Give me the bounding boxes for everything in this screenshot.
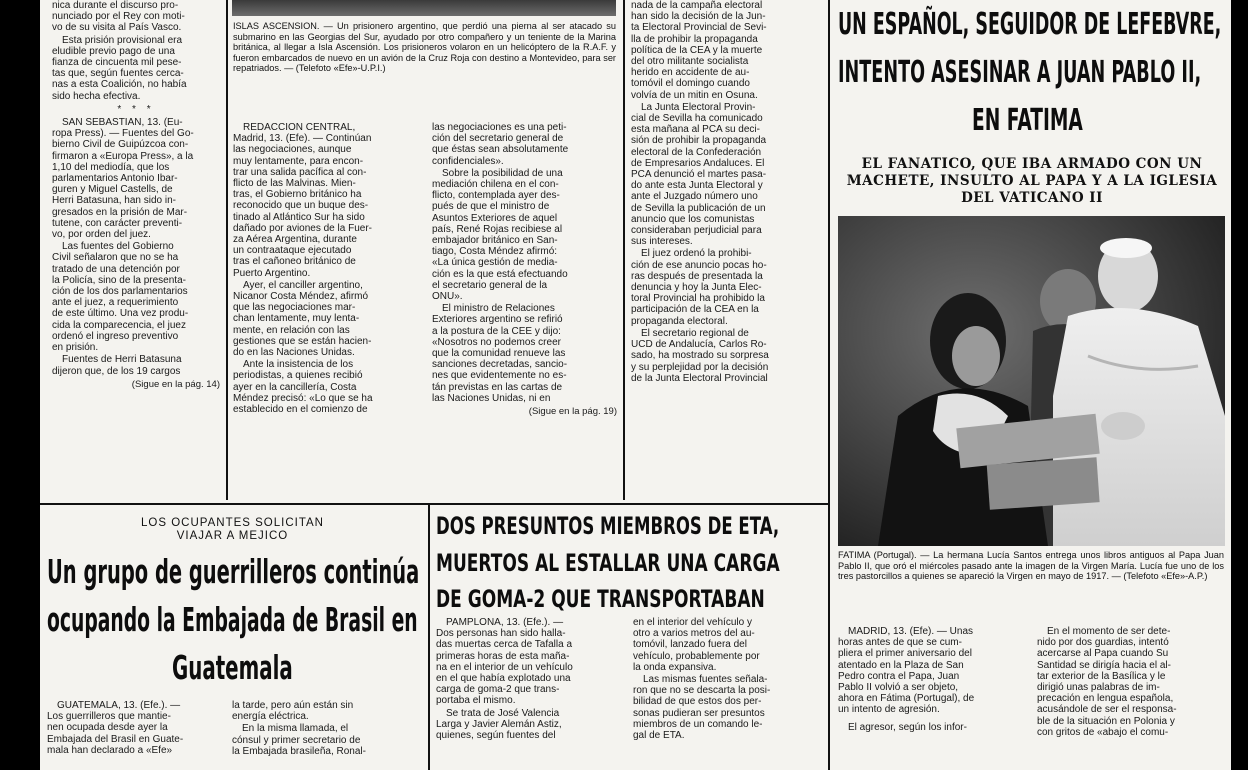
article-column-herri-batasuna — [52, 0, 220, 500]
column-rule — [428, 505, 430, 770]
paragraph: El juez ordenó la prohibi- ción de ese anuncio pocas ho- ras después de presentada la denuncia y hoy la Junta Elec- toral Provincial ha prohibido la participación de la CEA en la propaganda electoral. — [631, 248, 767, 327]
article-column-pope-1 — [838, 626, 1024, 770]
photo-islas-ascension — [232, 0, 616, 16]
paragraph: MADRID, 13. (Efe). — Unas horas antes de que se cum- pliera el primer aniversario del atentado en la Plaza de San Pedro contra el Papa, Juan Pablo II volvió a ser objeto, ahora en Fátima (Portugal), de un intento de agresión. — [838, 626, 975, 716]
subhead-pope-line2: MACHETE, INSULTO AL PAPA Y A LA IGLESIA — [846, 173, 1218, 189]
paragraph: Ayer, el canciller argentino, Nicanor Costa Méndez, afirmó que las negociaciones mar- chan lentamente, muy lenta- mente, en relación con las gestiones que se están hacien- do en las Naciones Unidas. — [233, 279, 372, 359]
headline-eta-line1: DOS PRESUNTOS MIEMBROS DE ETA, — [436, 512, 780, 540]
continuation-note: (Sigue en la pág. 14) — [131, 378, 220, 390]
paragraph: En el momento de ser dete- nido por dos guardias, intentó acercarse al Papa cuando Su Santidad se dirigía hacia el al- tar exterior de la Basílica y le dirigió unas palabras de im- precación en lengua española, acusándole de ser el responsa- ble de la situación en Polonia y con gritos de «abajo el comu- — [1037, 626, 1177, 738]
photo-caption-fatima: FATIMA (Portugal). — La hermana Lucía Santos entrega unos libros antiguos al Papa Juan Pablo II, que oró el miércoles pasado ante la imagen de la Virgen María. Lucía fue uno de los tres pastorcillos a quienes se apareció la Virgen en mayo de 1917. — (Telefoto «Efe»-A.P.) — [838, 550, 1224, 582]
section-rule — [40, 503, 828, 505]
paragraph: Las mismas fuentes señala- ron que no se descarta la posi- bilidad de que estos dos per- sonas pudieran ser presuntos miembros de un comando le- gal de ETA. — [633, 674, 771, 742]
paragraph: En la misma llamada, el cónsul y primer secretario de la Embajada brasileña, Ronal- — [232, 723, 366, 757]
headline-pope-line1: UN ESPAÑOL, SEGUIDOR DE LEFEBVRE, — [838, 7, 1222, 42]
section-separator: * * * — [117, 103, 155, 115]
photo-pope-image — [838, 216, 1225, 546]
paragraph: El ministro de Relaciones Exteriores argentino se refirió a la postura de la CEE y dijo: «Nosotros no podemos creer que la comunidad renueve las sanciones decretadas, sancio- nes que evidentemente no es- tán previstas en las cartas de las Naciones Unidas, ni en — [432, 303, 568, 404]
paragraph: Sobre la posibilidad de una mediación chilena en el con- flicto, contemplada ayer des- pués de que el ministro de Asuntos Exteriores de aquel país, René Rojas recibiese al embajador británico en San- tiago, Costa Méndez afirmó: «La única gestión de media- ción es la que está efectuando el secretario general de la ONU». — [432, 167, 568, 303]
paragraph: GUATEMALA, 13. (Efe.). — Los guerrilleros que mantie- nen ocupada desde ayer la Embajada del Brasil en Guate- mala han declarado a «Efe» — [47, 700, 184, 756]
paragraph: la tarde, pero aún están sin energía eléctrica. — [232, 700, 354, 723]
paragraph: Esta prisión provisional era eludible previo pago de una fianza de cincuenta mil pese- tas que, según fuentes cerca- nas a esta Coalición, no había sido hecha efectiva. — [52, 34, 187, 102]
paragraph: Fuentes de Herri Batasuna dijeron que, de los 19 cargos — [52, 354, 182, 377]
article-column-eta-1 — [436, 617, 623, 770]
paragraph: El agresor, según los infor- — [848, 721, 967, 733]
paragraph: Se trata de José Valencia Larga y Javier Alemán Astiz, quienes, según fuentes del — [436, 707, 562, 742]
paragraph: SAN SEBASTIAN, 13. (Eu- ropa Press). — Fuentes del Go- bierno Civil de Guipúzcoa con- firmaron a «Europa Press», a la 1,10 del mediodía, que los parlamentarios Antonio Ibar- guren y Miguel Castells, de Herri Batasuna, han sido in- gresados en la prisión de Mar- tutene, con carácter preventi- vo, por orden del juez. — [52, 117, 194, 241]
paragraph: La Junta Electoral Provin- cial de Sevilla ha comunicado esta mañana al PCA su deci- sión de prohibir la propaganda electoral de la Confederación de Empresarios Andaluces. El PCA denunció el martes pasa- do ante esta Junta Electoral y ante el Juzgado número uno de Sevilla la publicación de un anuncio que los comunistas consideraban perjudicial para sus intereses. — [631, 101, 767, 248]
column-rule — [828, 0, 830, 770]
headline-pope-line3: EN FATIMA — [972, 103, 1083, 138]
column-rule — [623, 0, 625, 500]
column-rule — [226, 0, 228, 500]
article-column-guatemala-2 — [232, 700, 418, 770]
headline-guatemala-line2: ocupando la Embajada de Brasil en — [47, 600, 418, 639]
scan-border-right — [1231, 0, 1248, 770]
paragraph: Ante la insistencia de los periodistas, a quienes recibió ayer en la cancillería, Costa Méndez precisó: «Lo que se ha establecido en el comienzo de — [233, 359, 373, 416]
paragraph: PAMPLONA, 13. (Efe.). — Dos personas han sido halla- das muertas cerca de Tafalla a primeras horas de esta maña- na en el interior de un vehículo en el que había explotado una carga de goma-2 que trans- portaba el mismo. — [436, 617, 573, 707]
photo-caption-islas-ascension: ISLAS ASCENSION. — Un prisionero argentino, que perdió una pierna al ser atacado su submarino en las Georgias del Sur, ayudado por otro compañero y un teniente de la Marina británica, al llegar a Isla Ascensión. Los prisioneros volaron en un helicóptero de la R.A.F. y fueron embarcados de nuevo en un avión de la Cruz Roja con destino a Montevideo, para ser repatriados. — (Telefoto «Efe»-U.P.I.) — [233, 21, 616, 74]
article-column-malvinas-2 — [432, 122, 617, 497]
paragraph: REDACCION CENTRAL, Madrid, 13. (Efe). — Continúan las negociaciones, aunque muy lentamente, para encon- trar una salida pacífica al con- flicto de las Malvinas. Mien- tras, el Gobierno británico ha reconocido que un buque des- tinado al Atlántico Sur ha sido dañado por aviones de la Fuer- za Aérea Argentina, durante un contraataque ejecutado tras el cañoneo británico de Puerto Argentino. — [233, 122, 372, 279]
headline-eta-line3: DE GOMA-2 QUE TRANSPORTABAN — [436, 585, 765, 613]
article-column-andalucia — [631, 0, 821, 498]
paragraph: Las fuentes del Gobierno Civil señalaron que no se ha tratado de una detención por la Policía, sino de la presenta- ción de los dos parlamentarios ante el juez, a requerimiento de este último. Una vez produ- cida la comparecencia, el juez ordenó el ingreso preventivo en prisión. — [52, 241, 189, 354]
subhead-pope-line3: DEL VATICANO II — [961, 190, 1103, 206]
photo-pope-fatima — [838, 216, 1225, 546]
article-column-eta-2 — [633, 617, 821, 770]
kicker-guatemala-line2: VIAJAR A MEJICO — [176, 530, 289, 542]
headline-pope-line2: INTENTO ASESINAR A JUAN PABLO II, — [838, 55, 1202, 90]
paragraph: El secretario regional de UCD de Andalucía, Carlos Ro- sado, ha mostrado su sorpresa y su perplejidad por la decisión de la Junta Electoral Provincial — [631, 327, 769, 384]
headline-eta-line2: MUERTOS AL ESTALLAR UNA CARGA — [436, 549, 780, 577]
subhead-pope-line1: EL FANATICO, QUE IBA ARMADO CON UN — [861, 156, 1203, 172]
article-column-pope-2 — [1037, 626, 1225, 770]
paragraph: nada de la campaña electoral han sido la decisión de la Jun- ta Electoral Provincial de Sevi- lla de prohibir la propaganda política de la CEA y la muerte del otro militante socialista herido en accidente de au- tomóvil el domingo cuando volvía de un mitin en Osuna. — [631, 0, 767, 101]
kicker-guatemala-line1: LOS OCUPANTES SOLICITAN — [141, 517, 324, 529]
paragraph: nica durante el discurso pro- nunciado por el Rey con moti- vo de su visita al País Vasco. — [52, 0, 185, 34]
headline-guatemala-line1: Un grupo de guerrilleros continúa — [47, 552, 420, 591]
paragraph: en el interior del vehículo y otro a varios metros del au- tomóvil, lanzado fuera del vehículo, probablemente por la onda expansiva. — [633, 617, 760, 673]
headline-guatemala-line3: Guatemala — [172, 648, 293, 687]
article-column-malvinas — [233, 122, 421, 497]
scan-border-left — [0, 0, 40, 770]
continuation-note: (Sigue en la pág. 19) — [528, 406, 617, 418]
article-column-guatemala-1 — [47, 700, 222, 770]
paragraph: las negociaciones es una peti- ción del secretario general de que éstas sean absolutamente confidenciales». — [432, 122, 569, 167]
